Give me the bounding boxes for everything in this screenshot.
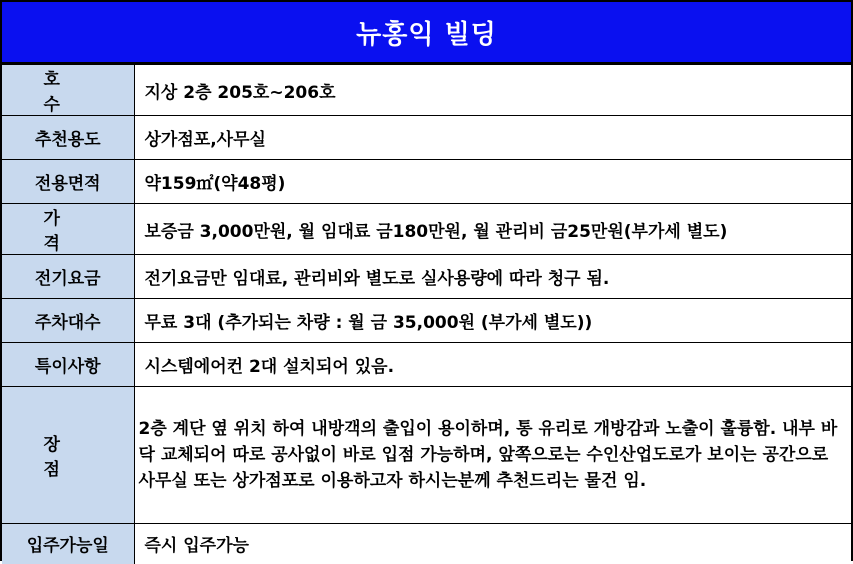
value-advantages: 2층 계단 옆 위치 하여 내방객의 출입이 용이하며, 통 유리로 개방감과 노출이 훌륭함. 내부 바닥 교체되어 따로 공사없이 바로 입점 가능하며, 앞쪽으로는 수인산업도로가 보이는 공간으로 사무실 또는 상가점포로 이용하고자 하시는분께 추천드리는 물건 임. <box>134 387 851 524</box>
label-advantages: 장 점 <box>2 387 134 524</box>
table-row <box>2 116 851 160</box>
value-move-in-date: 즉시 입주가능 <box>134 524 851 564</box>
listing-table <box>2 64 851 564</box>
label-move-in-date: 입주가능일 <box>2 524 134 564</box>
value-electricity: 전기요금만 임대료, 관리비와 별도로 실사용량에 따라 청구 됨. <box>134 255 851 299</box>
table-row <box>2 255 851 299</box>
label-exclusive-area: 전용면적 <box>2 160 134 204</box>
table-row <box>2 160 851 204</box>
label-special-notes: 특이사항 <box>2 343 134 387</box>
building-title: 뉴홍익 빌딩 <box>2 2 851 64</box>
label-parking: 주차대수 <box>2 299 134 343</box>
table-row <box>2 204 851 255</box>
value-recommended-use: 상가점포,사무실 <box>134 116 851 160</box>
value-exclusive-area: 약159㎡(약48평) <box>134 160 851 204</box>
value-parking: 무료 3대 (추가되는 차량 : 월 금 35,000원 (부가세 별도)) <box>134 299 851 343</box>
label-electricity: 전기요금 <box>2 255 134 299</box>
value-unit-number: 지상 2층 205호~206호 <box>134 65 851 116</box>
table-row <box>2 299 851 343</box>
label-price: 가 격 <box>2 204 134 255</box>
value-special-notes: 시스템에어컨 2대 설치되어 있음. <box>134 343 851 387</box>
table-row <box>2 65 851 116</box>
table-row <box>2 524 851 564</box>
table-row <box>2 387 851 524</box>
label-recommended-use: 추천용도 <box>2 116 134 160</box>
label-unit-number: 호 수 <box>2 65 134 116</box>
value-price: 보증금 3,000만원, 월 임대료 금180만원, 월 관리비 금25만원(부가세 별도) <box>134 204 851 255</box>
table-row <box>2 343 851 387</box>
